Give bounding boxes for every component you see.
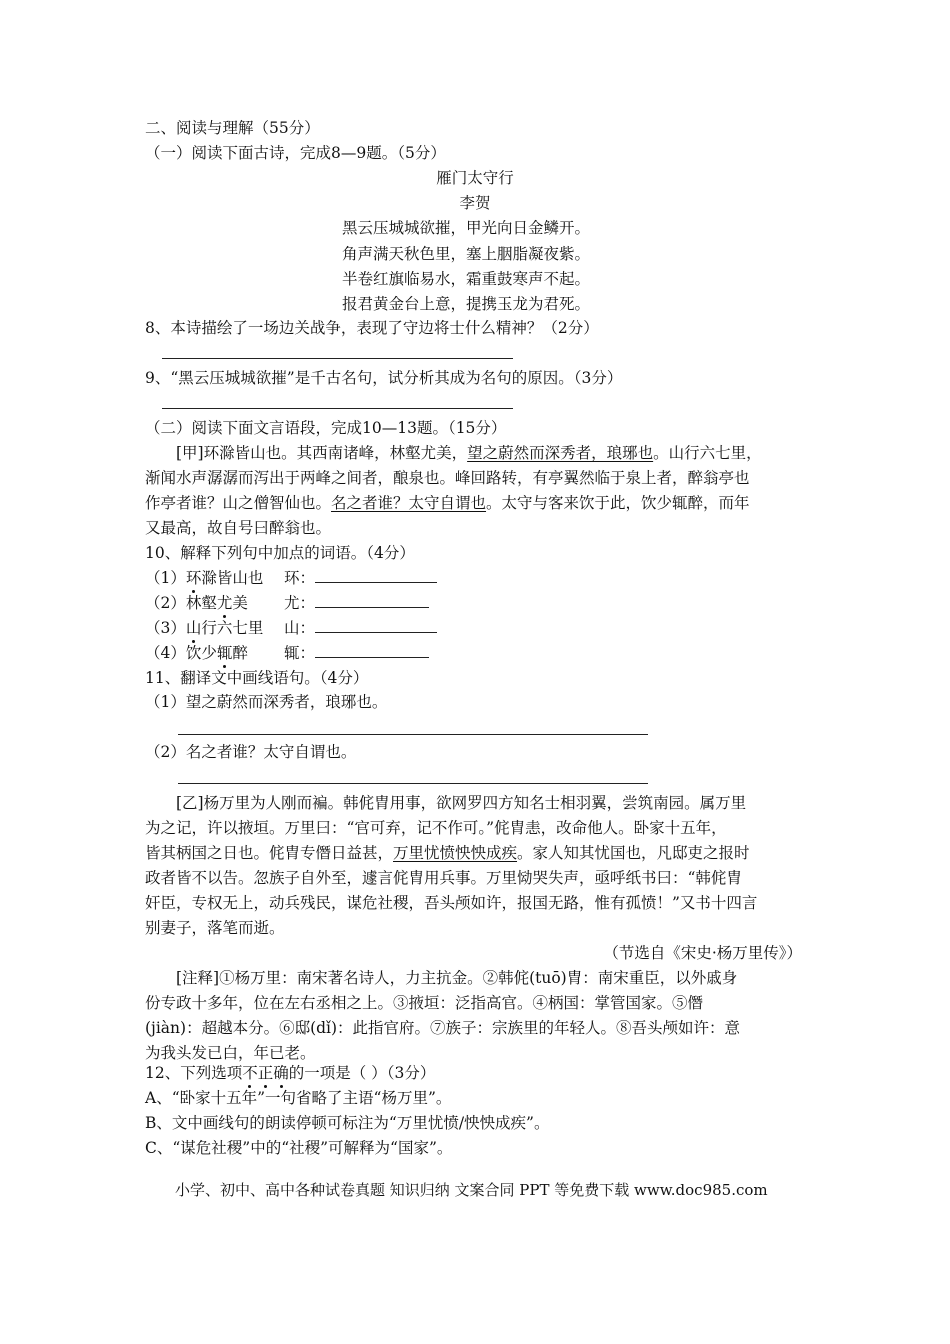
dotted-char: 正 bbox=[257, 1064, 274, 1082]
q10-answer-1: 环： bbox=[284, 568, 437, 588]
jia-text: 。山行六七里， bbox=[653, 444, 762, 462]
dotted-char: 环 bbox=[185, 569, 202, 587]
q10-item-1: （1）环滁皆山也 bbox=[145, 569, 264, 587]
answer-blank[interactable] bbox=[315, 593, 429, 608]
dotted-char: 辄 bbox=[216, 644, 233, 662]
passage-jia-line bbox=[176, 443, 762, 463]
poem-line: 报君黄金台上意，提携玉龙为君死。 bbox=[342, 295, 591, 313]
passage-yi-line: 政者皆不以告。忽族子自外至，遽言侂胄用兵事。万里恸哭失声，亟呼纸书曰：“韩侂胄 bbox=[145, 869, 742, 887]
option-b: B、文中画线句的朗读停顿可标注为“万里忧愤/怏怏成疾”。 bbox=[145, 1114, 550, 1132]
section-title: 二、阅读与理解（55分） bbox=[145, 119, 320, 137]
answer-blank[interactable] bbox=[315, 643, 429, 658]
dotted-char: 确 bbox=[273, 1064, 289, 1082]
dotted-char: 不 bbox=[242, 1064, 258, 1082]
passage-yi-line: 奸臣，专权无上，动兵残民，谋危社稷，吾头颅如许，报国无路，惟有孤愤！”又书十四言 bbox=[145, 894, 758, 912]
question-12: 12、下列选项不正确的一项是（ ）（3分） bbox=[145, 1064, 436, 1082]
jia-text: [甲]环滁皆山也。其西南诸峰，林壑尤美， bbox=[176, 444, 468, 462]
part1-heading: （一）阅读下面古诗，完成8—9题。（5分） bbox=[145, 144, 446, 162]
poem-line: 半卷红旗临易水，霜重鼓寒声不起。 bbox=[342, 270, 591, 288]
q10-item-2: （2）林壑尤美 bbox=[145, 594, 248, 612]
answer-line-q8[interactable] bbox=[162, 358, 513, 359]
jia-text: 作亭者谁？山之僧智仙也。 bbox=[145, 494, 332, 512]
question-8: 8、本诗描绘了一场边关战争，表现了守边将士什么精神？（2分） bbox=[145, 319, 599, 337]
passage-yi-line bbox=[145, 843, 750, 863]
q10-answer-3: 山： bbox=[284, 618, 437, 638]
question-10: 10、解释下列句中加点的词语。（4分） bbox=[145, 544, 415, 562]
footer-text: 小学、初中、高中各种试卷真题 知识归纳 文案合同 PPT 等免费下载 www.doc985.com bbox=[175, 1181, 768, 1199]
q11-sentence-1: （1）望之蔚然而深秀者，琅琊也。 bbox=[145, 693, 388, 711]
part2-heading: （二）阅读下面文言语段，完成10—13题。（15分） bbox=[145, 419, 507, 437]
passage-jia-line bbox=[145, 493, 750, 513]
answer-line-q11-2[interactable] bbox=[178, 783, 648, 784]
passage-jia-line: 又最高，故自号曰醉翁也。 bbox=[145, 519, 332, 537]
source-citation: （节选自《宋史·杨万里传》） bbox=[603, 944, 802, 962]
answer-line-q11-1[interactable] bbox=[178, 734, 648, 735]
q11-sentence-2: （2）名之者谁？太守自谓也。 bbox=[145, 743, 357, 761]
passage-yi-line: [乙]杨万里为人刚而褊。韩侂胄用事，欲网罗四方知名士相羽翼，尝筑南园。属万里 bbox=[176, 794, 747, 812]
notes-line: [注释]①杨万里：南宋著名诗人，力主抗金。②韩侂(tuō)胄：南宋重臣，以外戚身 bbox=[176, 969, 738, 987]
q10-answer-4: 辄： bbox=[284, 643, 429, 663]
poem-line: 黑云压城城欲摧，甲光向日金鳞开。 bbox=[342, 219, 591, 237]
dotted-char: 尤 bbox=[216, 594, 233, 612]
passage-yi-line: 别妻子，落笔而逝。 bbox=[145, 919, 285, 937]
underlined-sentence-1: 望之蔚然而深秀者，琅琊也 bbox=[467, 444, 654, 462]
passage-jia-line: 渐闻水声潺潺而泻出于两峰之间者，酿泉也。峰回路转，有亭翼然临于泉上者，醉翁亭也 bbox=[145, 469, 750, 487]
answer-blank[interactable] bbox=[315, 618, 437, 633]
option-c: C、“谋危社稷”中的“社稷”可解释为“国家”。 bbox=[145, 1139, 453, 1157]
poem-author: 李贺 bbox=[459, 194, 491, 212]
q10-answer-2: 尤： bbox=[284, 593, 429, 613]
answer-line-q9[interactable] bbox=[162, 408, 513, 409]
notes-line: (jiàn)：超越本分。⑥邸(dǐ)：此指官府。⑦族子：宗族里的年轻人。⑧吾头颅如许：意 bbox=[145, 1019, 741, 1037]
notes-line: 份专政十多年，位在左右丞相之上。③掖垣：泛指高官。④柄国：掌管国家。⑤僭 bbox=[145, 994, 704, 1012]
question-9: 9、“黑云压城城欲摧”是千古名句，试分析其成为名句的原因。（3分） bbox=[145, 369, 623, 387]
poem-title: 雁门太守行 bbox=[436, 169, 514, 187]
dotted-char: 山 bbox=[185, 619, 202, 637]
passage-yi-line: 为之记，许以掖垣。万里曰：“官可弃，记不作可。”侂胄恚，改命他人。卧家十五年， bbox=[145, 819, 727, 837]
yi-text: 。家人知其忧国也，凡邸吏之报时 bbox=[517, 844, 750, 862]
option-a: A、“卧家十五年”一句省略了主语“杨万里”。 bbox=[145, 1089, 452, 1107]
yi-text: 皆其柄国之日也。侂胄专僭日益甚， bbox=[145, 844, 394, 862]
poem-line: 角声满天秋色里，塞上胭脂凝夜紫。 bbox=[342, 245, 591, 263]
answer-blank[interactable] bbox=[315, 568, 437, 583]
underlined-sentence-2: 名之者谁？太守自谓也 bbox=[331, 494, 487, 512]
q10-item-3: （3）山行六七里 bbox=[145, 619, 264, 637]
question-11: 11、翻译文中画线语句。（4分） bbox=[145, 669, 369, 687]
q10-item-4: （4）饮少辄醉 bbox=[145, 644, 248, 662]
notes-line: 为我头发已白，年已老。 bbox=[145, 1044, 316, 1062]
underlined-sentence-3: 万里忧愤怏怏成疾 bbox=[393, 844, 518, 862]
jia-text: 。太守与客来饮于此，饮少辄醉，而年 bbox=[486, 494, 750, 512]
